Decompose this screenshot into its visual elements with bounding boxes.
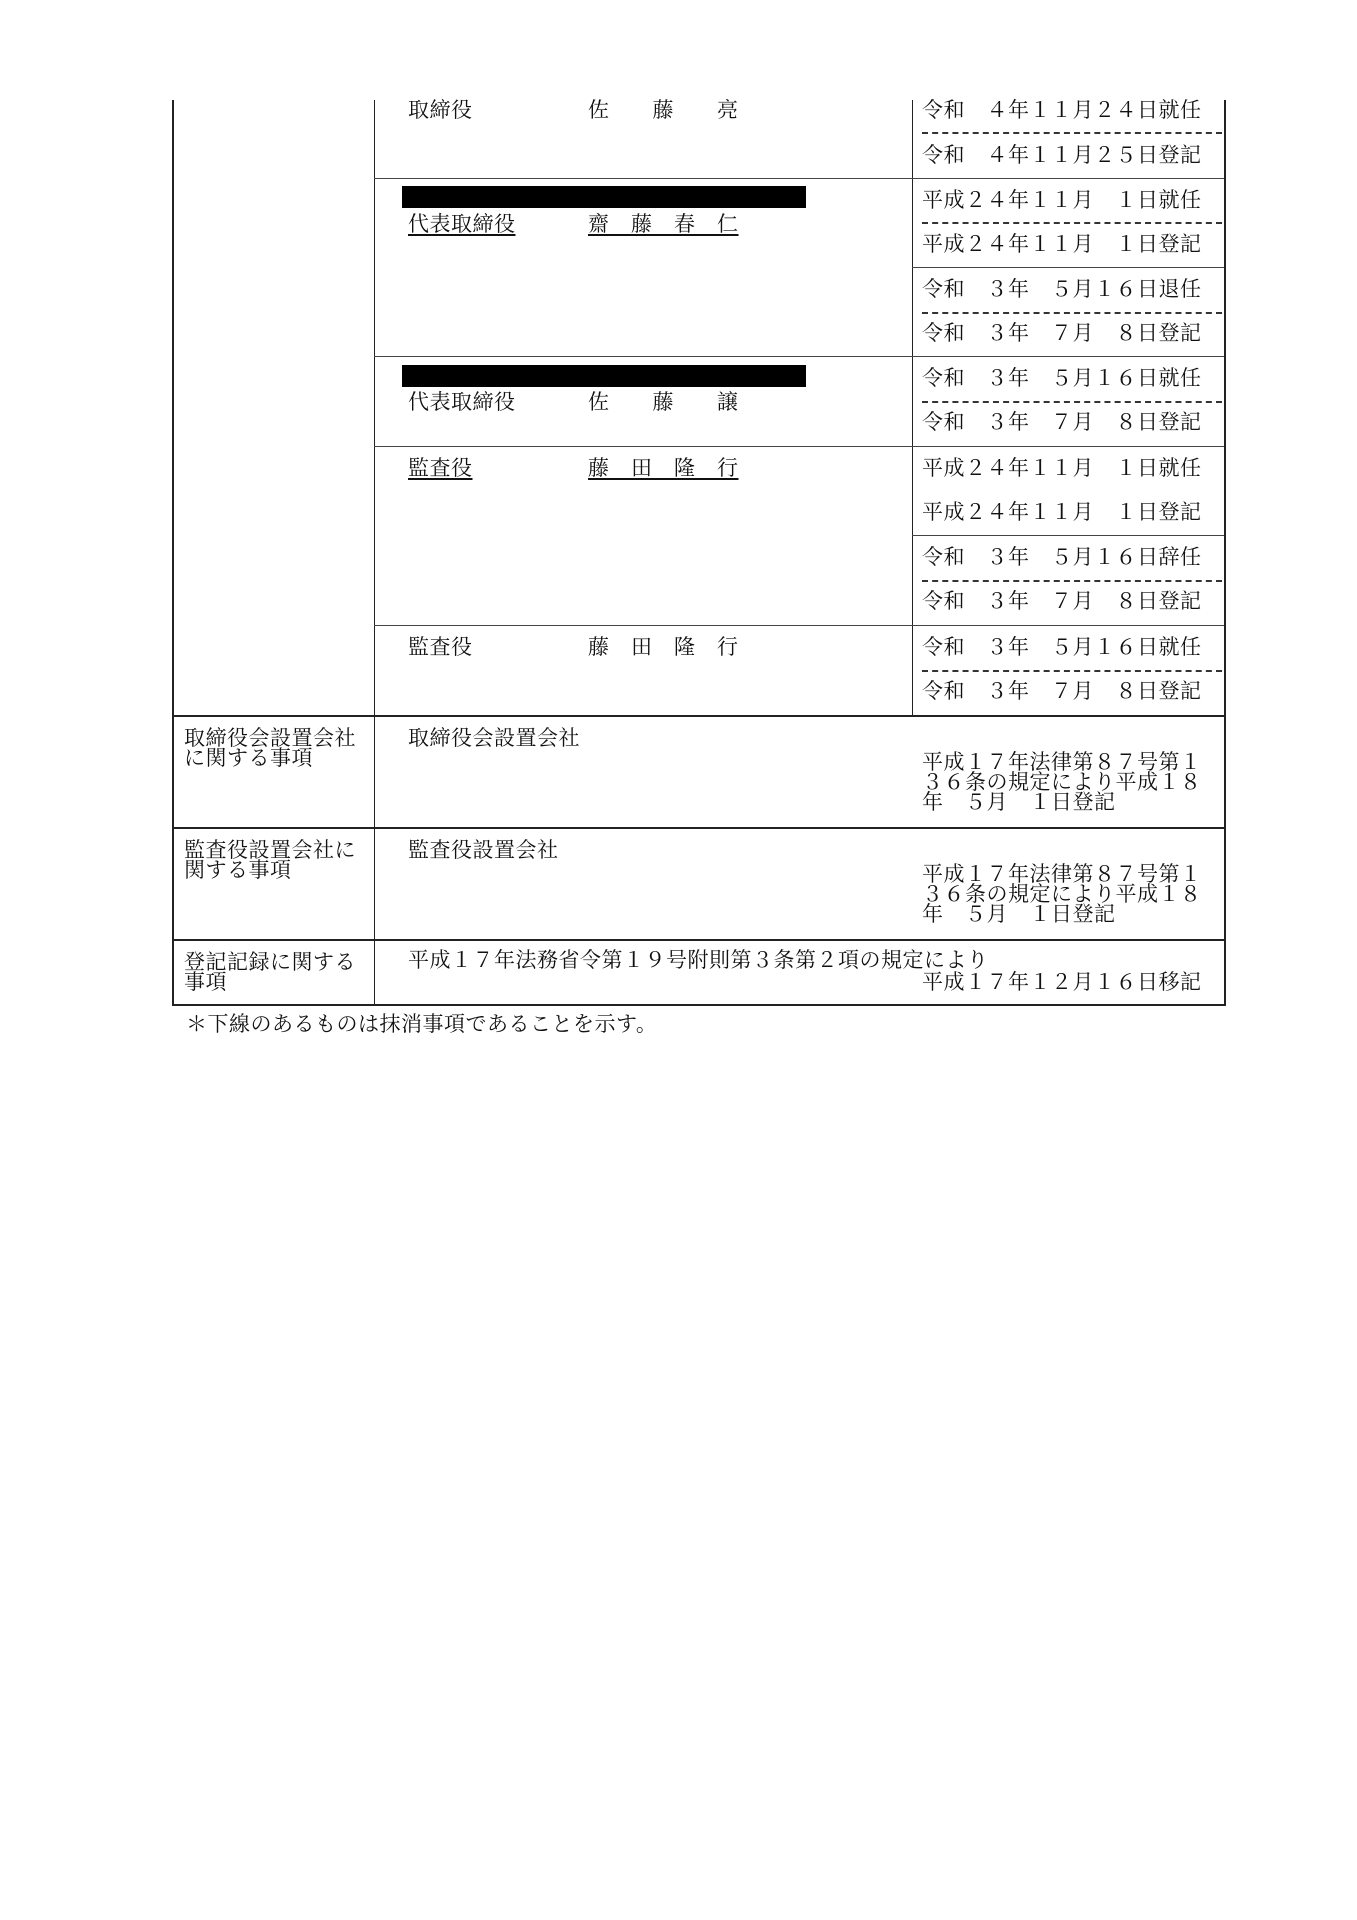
section-divider xyxy=(172,715,1226,717)
section-label: に関する事項 xyxy=(184,746,313,770)
redaction-bar xyxy=(402,365,806,387)
section-date-line: 平成１７年法律第８７号第１ xyxy=(922,750,1202,774)
date-dashed-separator xyxy=(922,132,1222,134)
date-row-divider xyxy=(912,535,1224,536)
officer-date: 令和 ３年 ７月 ８日登記 xyxy=(922,321,1202,345)
section-date-line: 平成１７年法律第８７号第１ xyxy=(922,862,1202,886)
section-label: 監査役設置会社に xyxy=(184,838,356,862)
date-dashed-separator xyxy=(922,222,1222,224)
officer-date: 令和 ３年 ５月１６日退任 xyxy=(922,277,1202,301)
officer-title: 監査役 xyxy=(408,635,473,659)
officer-date: 平成２４年１１月 １日登記 xyxy=(922,232,1202,256)
officer-name: 齋 藤 春 仁 xyxy=(588,212,739,236)
officer-date: 令和 ３年 ７月 ８日登記 xyxy=(922,679,1202,703)
section-date-line: ３６条の規定により平成１８ xyxy=(922,882,1202,906)
officer-date: 令和 ３年 ７月 ８日登記 xyxy=(922,589,1202,613)
section-content: 監査役設置会社 xyxy=(408,838,559,862)
section-label: 取締役会設置会社 xyxy=(184,726,356,750)
section-label: 関する事項 xyxy=(184,858,292,882)
officer-name: 藤 田 隆 行 xyxy=(588,456,739,480)
section-label: 事項 xyxy=(184,970,227,994)
label-column-divider xyxy=(374,100,375,1004)
date-column-divider xyxy=(912,100,913,716)
officer-name: 佐 藤 譲 xyxy=(588,390,739,414)
officer-title: 取締役 xyxy=(408,98,473,122)
officer-date: 令和 ４年１１月２４日就任 xyxy=(922,98,1202,122)
table-right-border xyxy=(1224,100,1226,1004)
officer-row-divider xyxy=(374,446,1224,447)
section-date-line: 平成１７年１２月１６日移記 xyxy=(922,970,1202,994)
table-bottom-border xyxy=(172,1004,1226,1006)
section-date-line: 年 ５月 １日登記 xyxy=(922,902,1116,926)
section-content: 取締役会設置会社 xyxy=(408,726,580,750)
section-content: 平成１７年法務省令第１９号附則第３条第２項の規定により xyxy=(408,948,989,972)
officer-date: 令和 ３年 ５月１６日就任 xyxy=(922,366,1202,390)
officer-row-divider xyxy=(374,625,1224,626)
officer-name: 藤 田 隆 行 xyxy=(588,635,739,659)
officer-date: 平成２４年１１月 １日就任 xyxy=(922,188,1202,212)
officer-date: 平成２４年１１月 １日登記 xyxy=(922,500,1202,524)
officer-title: 代表取締役 xyxy=(408,390,516,414)
footnote: ＊下線のあるものは抹消事項であることを示す。 xyxy=(186,1012,658,1036)
officer-name: 佐 藤 亮 xyxy=(588,98,739,122)
redaction-bar xyxy=(402,186,806,208)
officer-date: 令和 ３年 ５月１６日就任 xyxy=(922,635,1202,659)
officer-date: 令和 ３年 ７月 ８日登記 xyxy=(922,410,1202,434)
date-dashed-separator xyxy=(922,401,1222,403)
section-divider xyxy=(172,827,1226,829)
officer-title: 代表取締役 xyxy=(408,212,516,236)
section-label: 登記記録に関する xyxy=(184,950,356,974)
section-date-line: 年 ５月 １日登記 xyxy=(922,790,1116,814)
officer-date: 令和 ４年１１月２５日登記 xyxy=(922,143,1202,167)
section-divider xyxy=(172,939,1226,941)
date-dashed-separator xyxy=(922,670,1222,672)
officer-row-divider xyxy=(374,178,1224,179)
date-row-divider xyxy=(912,267,1224,268)
table-left-border xyxy=(172,100,174,1004)
date-dashed-separator xyxy=(922,312,1222,314)
officer-title: 監査役 xyxy=(408,456,473,480)
officer-date: 令和 ３年 ５月１６日辞任 xyxy=(922,545,1202,569)
date-dashed-separator xyxy=(922,580,1222,582)
section-date-line: ３６条の規定により平成１８ xyxy=(922,770,1202,794)
officer-row-divider xyxy=(374,356,1224,357)
officer-date: 平成２４年１１月 １日就任 xyxy=(922,456,1202,480)
